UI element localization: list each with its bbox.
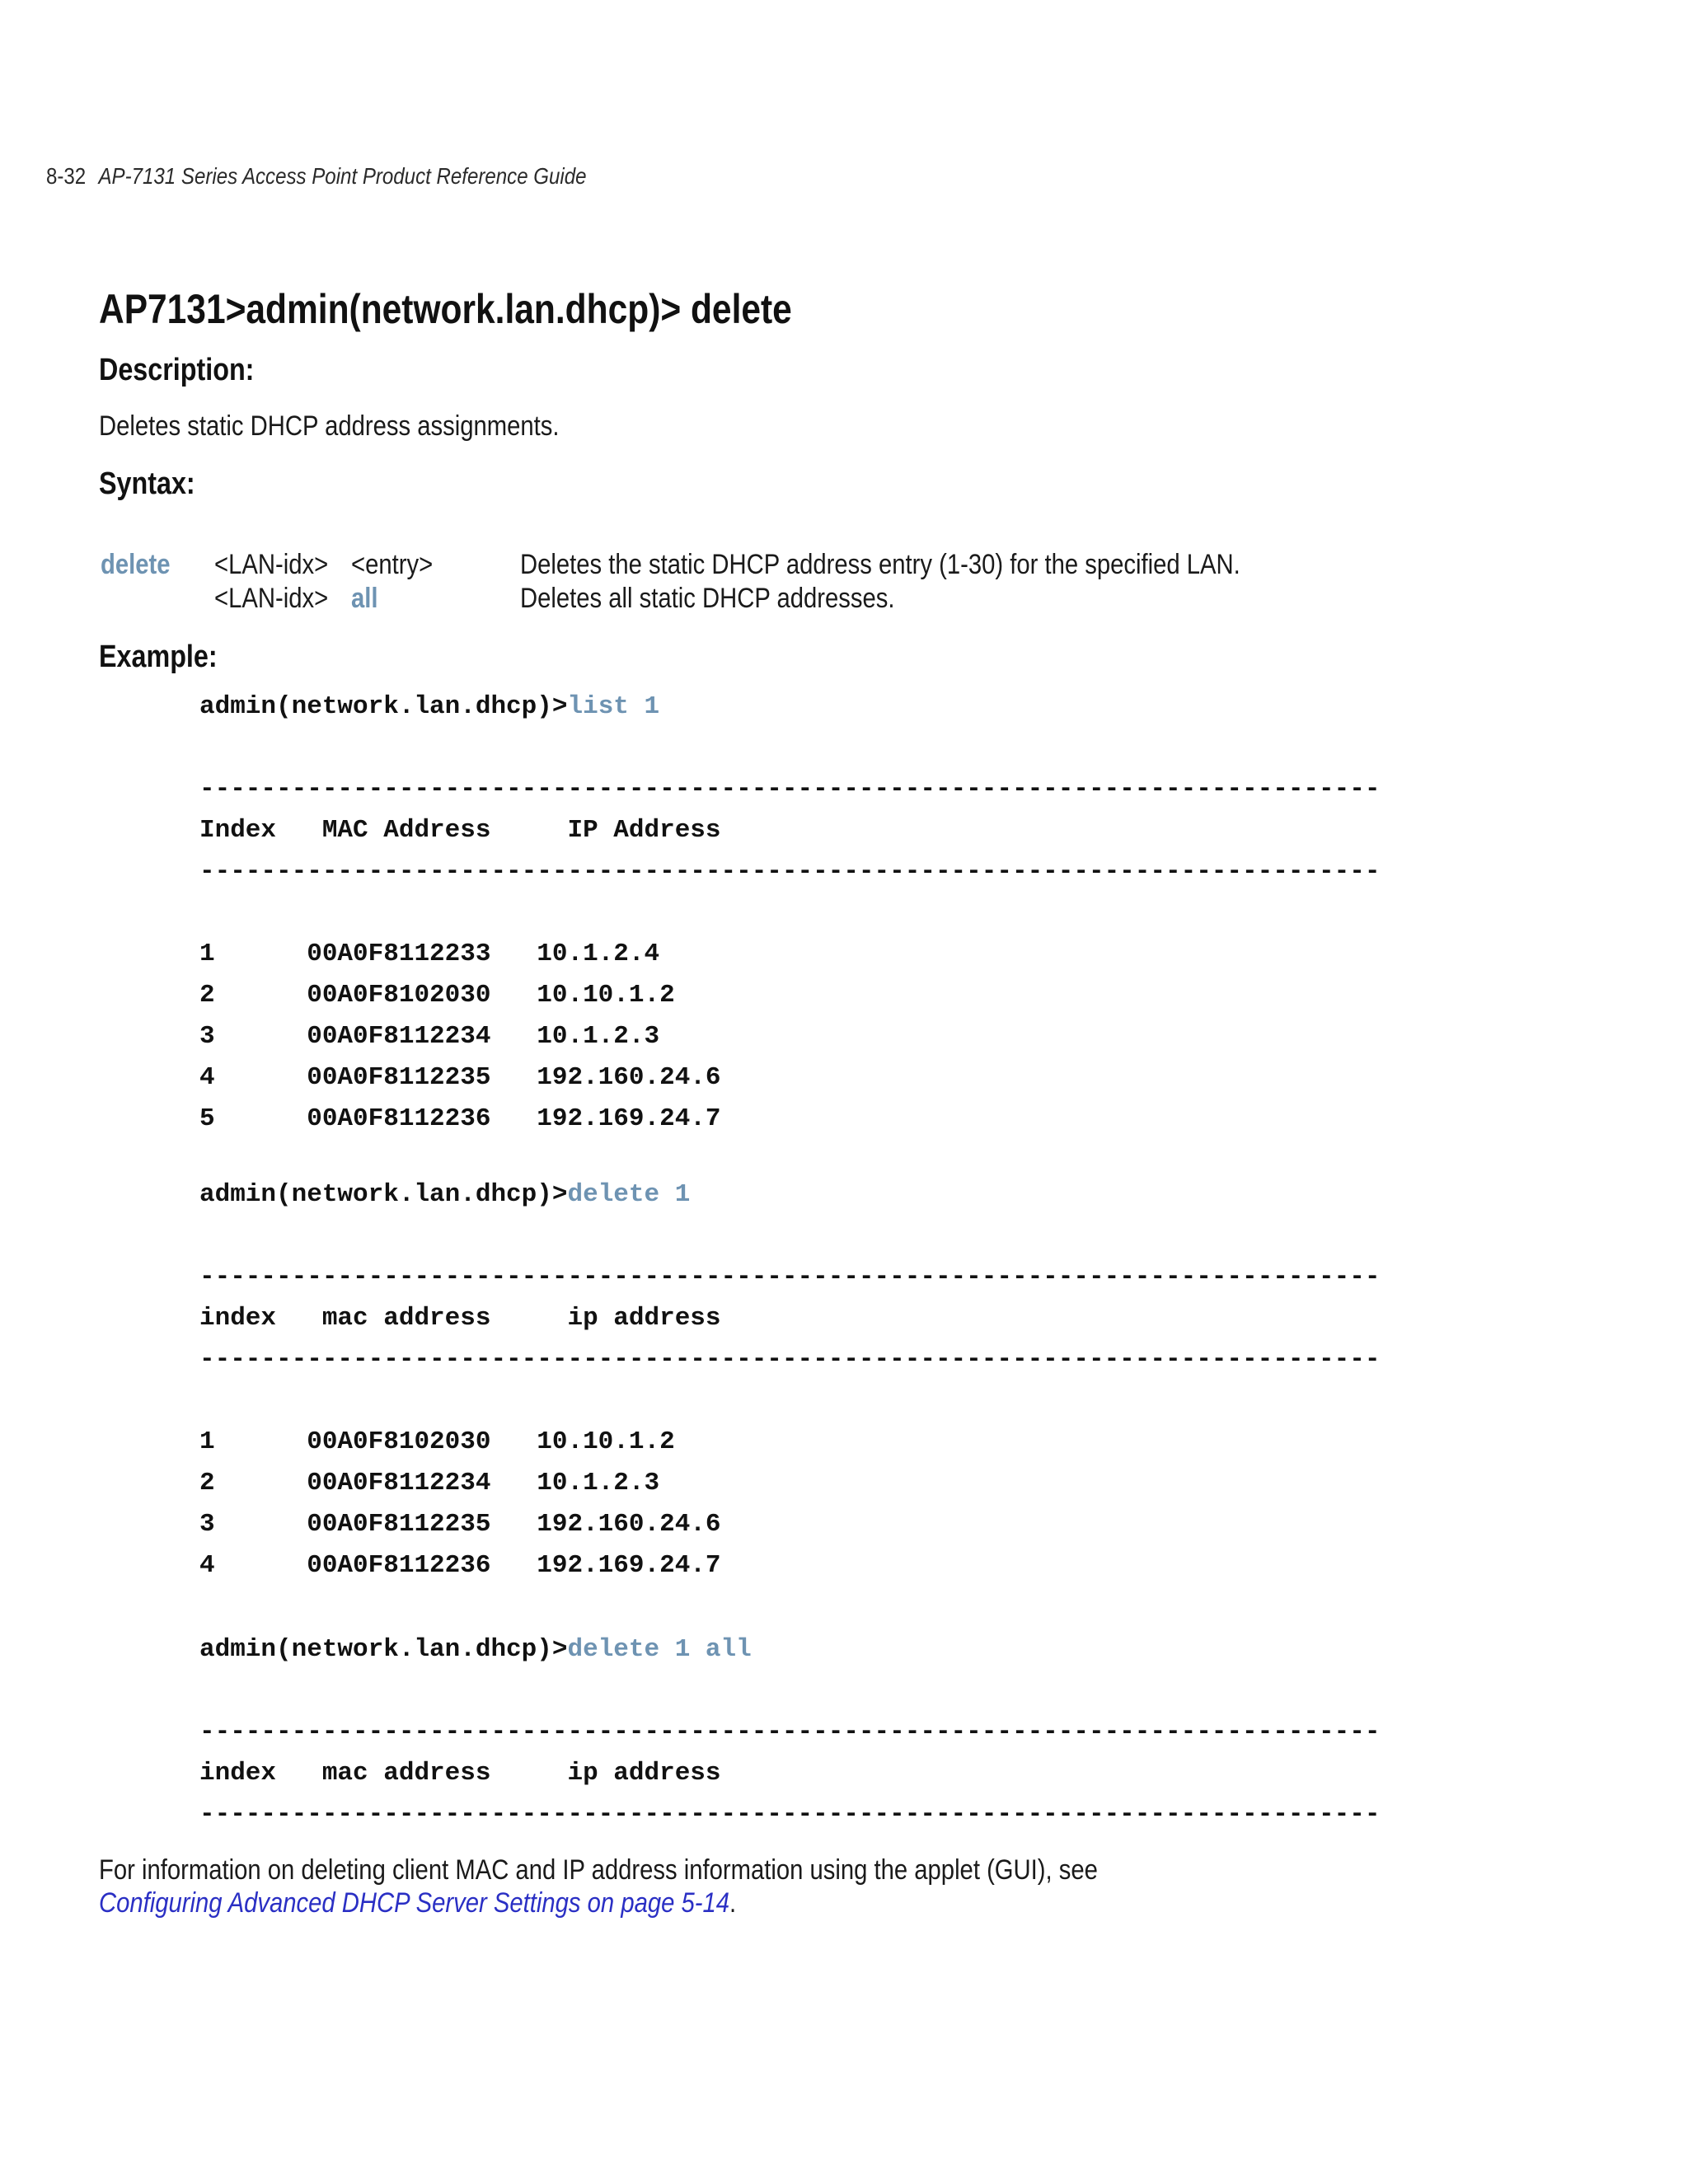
code-table-header: Index MAC Address IP Address [199,816,721,845]
code-rule: ----------------------------------------------------------------------------- [199,775,1381,804]
code-line-prompt: admin(network.lan.dhcp)>list 1 [199,692,660,721]
code-rule: ----------------------------------------------------------------------------- [199,1345,1381,1374]
code-command: delete 1 all [567,1635,752,1664]
syntax-arg-entry: <entry> [351,549,434,580]
code-rule: ----------------------------------------------------------------------------- [199,1718,1381,1746]
example-heading: Example: [99,640,218,674]
syntax-arg-all: all [351,583,378,614]
code-rule: ----------------------------------------------------------------------------- [199,1800,1381,1829]
code-table-header: index mac address ip address [199,1759,721,1788]
code-rule: ----------------------------------------------------------------------------- [199,1263,1381,1291]
footer-link-line: Configuring Advanced DHCP Server Settings on page 5-14. [99,1887,737,1919]
code-table-row: 3 00A0F8112234 10.1.2.3 [199,1022,660,1051]
code-command: delete 1 [567,1180,691,1209]
code-table-row: 1 00A0F8102030 10.10.1.2 [199,1427,675,1456]
page-number: 8-32 [46,163,87,189]
syntax-arg-lan-idx: <LAN-idx> [214,549,329,580]
code-table-row: 2 00A0F8102030 10.10.1.2 [199,981,675,1010]
footer-text: For information on deleting client MAC and IP address information using the applet (GUI), see [99,1854,1098,1886]
syntax-desc: Deletes the static DHCP address entry (1-30) for the specified LAN. [520,549,1240,580]
syntax-desc: Deletes all static DHCP addresses. [520,583,895,614]
syntax-heading: Syntax: [99,466,195,501]
cross-reference-link[interactable]: Configuring Advanced DHCP Server Settings on page 5-14 [99,1887,730,1919]
page-header [46,163,587,190]
code-command: list 1 [567,692,660,721]
code-rule: ----------------------------------------------------------------------------- [199,857,1381,886]
guide-title: AP-7131 Series Access Point Product Reference Guide [98,163,587,189]
code-table-row: 4 00A0F8112236 192.169.24.7 [199,1551,721,1580]
command-title: AP7131>admin(network.lan.dhcp)> delete [99,286,792,332]
code-table-row: 4 00A0F8112235 192.160.24.6 [199,1063,721,1092]
code-table-header: index mac address ip address [199,1304,721,1333]
code-table-row: 1 00A0F8112233 10.1.2.4 [199,940,660,968]
code-table-row: 3 00A0F8112235 192.160.24.6 [199,1510,721,1539]
syntax-arg-lan-idx: <LAN-idx> [214,583,329,614]
code-line-prompt: admin(network.lan.dhcp)>delete 1 all [199,1635,752,1664]
description-heading: Description: [99,353,255,387]
code-table-row: 2 00A0F8112234 10.1.2.3 [199,1469,660,1497]
code-table-row: 5 00A0F8112236 192.169.24.7 [199,1104,721,1133]
description-text: Deletes static DHCP address assignments. [99,410,560,442]
syntax-keyword: delete [101,549,171,580]
code-line-prompt: admin(network.lan.dhcp)>delete 1 [199,1180,691,1209]
